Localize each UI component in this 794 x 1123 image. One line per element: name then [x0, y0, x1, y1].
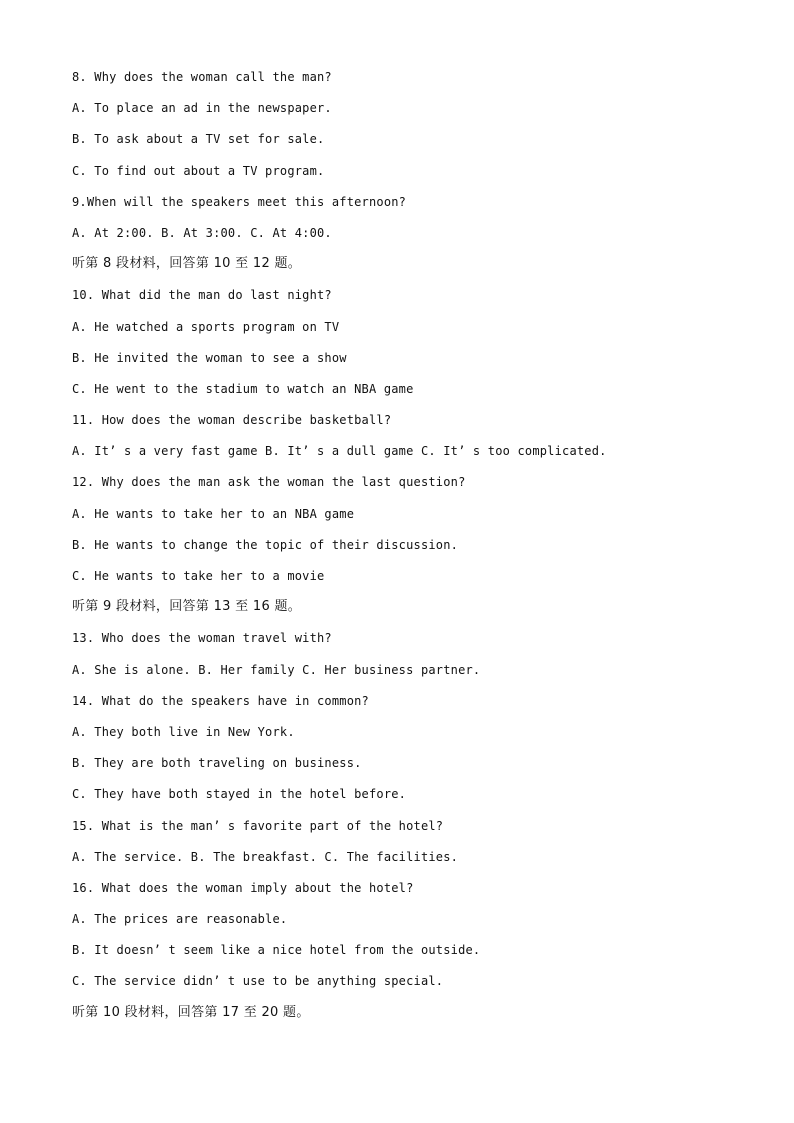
question-9: 9.When will the speakers meet this afternoon?	[72, 194, 407, 209]
option-8a: A. To place an ad in the newspaper.	[72, 101, 332, 116]
question-11: 11. How does the woman describe basketball?	[72, 413, 392, 428]
option-14a: A. They both live in New York.	[72, 724, 295, 739]
question-12: 12. Why does the man ask the woman the last question?	[72, 475, 466, 490]
section-heading-9: 听第 9 段材料，回答第 13 至 16 题。	[72, 599, 302, 615]
question-15: 15. What is the man’ s favorite part of the hotel?	[72, 818, 444, 833]
options-11: A. It’ s a very fast game B. It’ s a dull game C. It’ s too complicated.	[72, 444, 607, 459]
document-page	[72, 66, 772, 1033]
question-10: 10. What did the man do last night?	[72, 288, 332, 303]
option-16a: A. The prices are reasonable.	[72, 912, 288, 927]
option-12b: B. He wants to change the topic of their discussion.	[72, 537, 459, 552]
question-13: 13. Who does the woman travel with?	[72, 631, 332, 646]
options-13: A. She is alone. B. Her family C. Her business partner.	[72, 662, 481, 677]
option-14c: C. They have both stayed in the hotel before.	[72, 787, 407, 802]
section-heading-8: 听第 8 段材料，回答第 10 至 12 题。	[72, 256, 302, 272]
option-12c: C. He wants to take her to a movie	[72, 569, 325, 583]
option-16c: C. The service didn’ t use to be anything special.	[72, 974, 444, 989]
option-12a: A. He wants to take her to an NBA game	[72, 506, 355, 521]
option-16b: B. It doesn’ t seem like a nice hotel from the outside.	[72, 943, 481, 958]
question-16: 16. What does the woman imply about the hotel?	[72, 880, 414, 895]
question-8: 8. Why does the woman call the man?	[72, 70, 332, 84]
options-9: A. At 2:00. B. At 3:00. C. At 4:00.	[72, 225, 332, 240]
option-10b: B. He invited the woman to see a show	[72, 350, 347, 365]
option-14b: B. They are both traveling on business.	[72, 756, 362, 771]
question-14: 14. What do the speakers have in common?	[72, 693, 369, 708]
options-15: A. The service. B. The breakfast. C. The facilities.	[72, 849, 459, 864]
option-10a: A. He watched a sports program on TV	[72, 319, 340, 334]
section-heading-10: 听第 10 段材料，回答第 17 至 20 题。	[72, 1004, 310, 1020]
option-8b: B. To ask about a TV set for sale.	[72, 132, 325, 147]
option-8c: C. To find out about a TV program.	[72, 163, 325, 178]
option-10c: C. He went to the stadium to watch an NBA game	[72, 381, 414, 396]
